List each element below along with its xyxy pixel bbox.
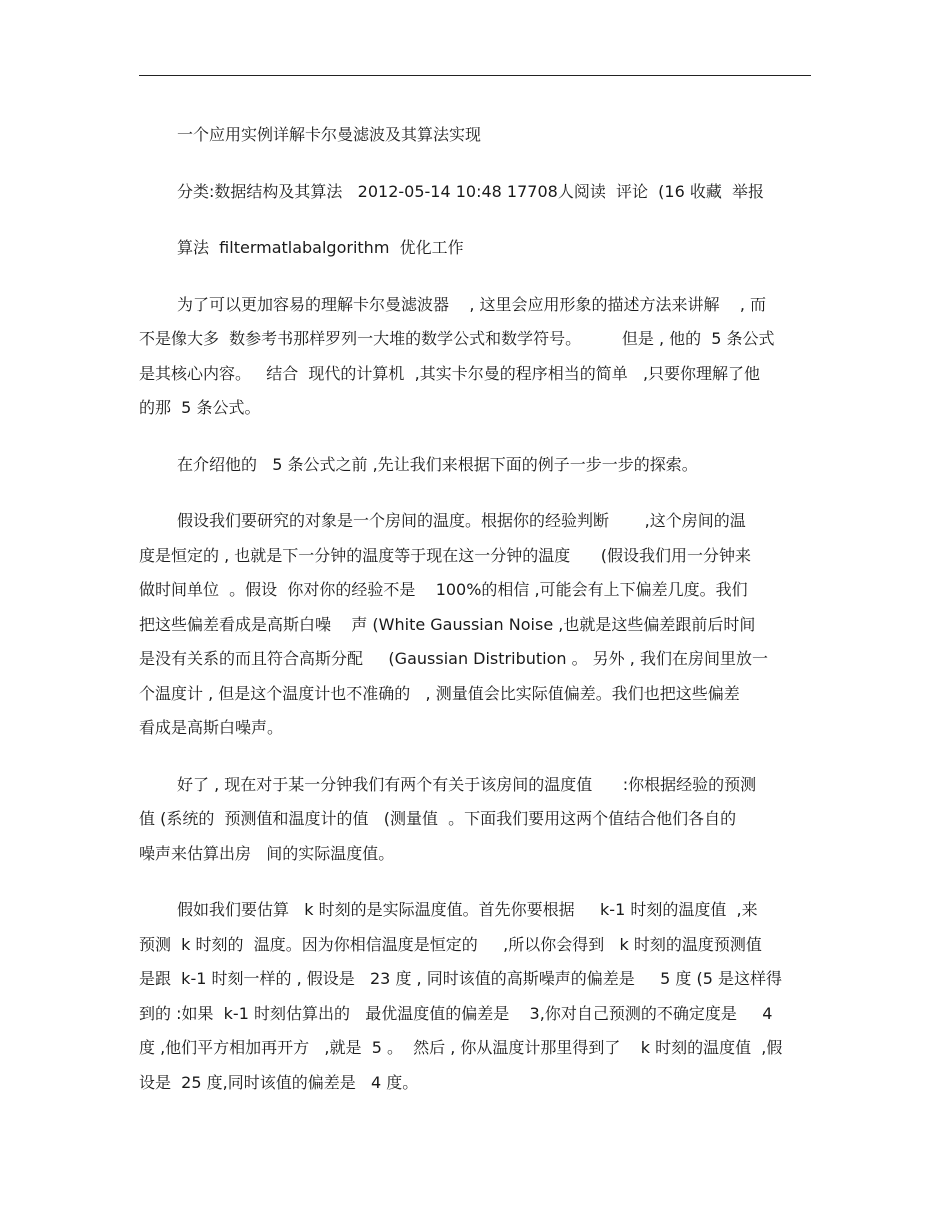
paragraph [139, 768, 811, 872]
paragraph [139, 288, 811, 426]
article-tags: 算法 filtermatlabalgorithm 优化工作 [177, 238, 464, 257]
paragraph-line: 设是 25 度,同时该值的偏差是 4 度。 [139, 1072, 419, 1092]
paragraph-line: 噪声来估算出房 间的实际温度值。 [139, 843, 395, 863]
paragraph-line: 个温度计 , 但是这个温度计也不准确的 , 测量值会比实际值偏差。我们也把这些偏差 [139, 683, 740, 703]
paragraph [139, 504, 811, 746]
paragraph-line: 度是恒定的 , 也就是下一分钟的温度等于现在这一分钟的温度 (假设我们用一分钟来 [139, 545, 752, 565]
article-meta: 分类:数据结构及其算法 2012-05-14 10:48 17708人阅读 评论 (16 收藏 举报 [177, 181, 765, 201]
document-title: 一个应用实例详解卡尔曼滤波及其算法实现 [177, 125, 482, 144]
paragraph [139, 893, 811, 1100]
paragraph-line: 度 ,他们平方相加再开方 ,就是 5 。 然后 , 你从温度计那里得到了 k 时刻的温度值 ,假 [139, 1038, 783, 1057]
paragraph-line: 的那 5 条公式。 [139, 398, 261, 417]
paragraph-line: 好了 , 现在对于某一分钟我们有两个有关于该房间的温度值 :你根据经验的预测 [177, 774, 757, 794]
paragraph-line: 是其核心内容。 结合 现代的计算机 ,其实卡尔曼的程序相当的简单 ,只要你理解了他 [139, 363, 761, 383]
paragraph-line: 值 (系统的 预测值和温度计的值 (测量值 。下面我们要用这两个值结合他们各自的 [139, 809, 737, 828]
paragraph-line: 为了可以更加容易的理解卡尔曼滤波器 , 这里会应用形象的描述方法来讲解 , 而 [177, 294, 767, 314]
paragraph-line: 假设我们要研究的对象是一个房间的温度。根据你的经验判断 ,这个房间的温 [177, 511, 746, 530]
paragraph-line: 做时间单位 。假设 你对你的经验不是 100%的相信 ,可能会有上下偏差几度。我们 [139, 580, 748, 599]
paragraph-line: 看成是高斯白噪声。 [139, 718, 284, 737]
paragraph-line: 假如我们要估算 k 时刻的是实际温度值。首先你要根据 k-1 时刻的温度值 ,来 [177, 900, 758, 919]
paragraph [139, 448, 811, 483]
paragraph-line: 预测 k 时刻的 温度。因为你相信温度是恒定的 ,所以你会得到 k 时刻的温度预测值 [139, 934, 762, 954]
paragraph-line: 不是像大多 数参考书那样罗列一大堆的数学公式和数学符号。 但是 , 他的 5 条公式 [139, 329, 775, 348]
paragraph-line: 把这些偏差看成是高斯白噪 声 (White Gaussian Noise ,也就是这些偏差跟前后时间 [139, 614, 756, 634]
paragraph-line: 是没有关系的而且符合高斯分配 (Gaussian Distribution 。 另外 , 我们在房间里放一 [139, 649, 768, 668]
paragraph-line: 是跟 k-1 时刻一样的 , 假设是 23 度 , 同时该值的高斯噪声的偏差是 5 度 (5 是这样得 [139, 969, 782, 988]
article-paragraphs [139, 288, 811, 1101]
paragraph-line: 在介绍他的 5 条公式之前 ,先让我们来根据下面的例子一步一步的探索。 [177, 454, 698, 474]
document-body [139, 118, 811, 1122]
paragraph-line: 到的 :如果 k-1 时刻估算出的 最优温度值的偏差是 3,你对自己预测的不确定度是 4 [139, 1003, 773, 1023]
header-rule [139, 75, 811, 76]
